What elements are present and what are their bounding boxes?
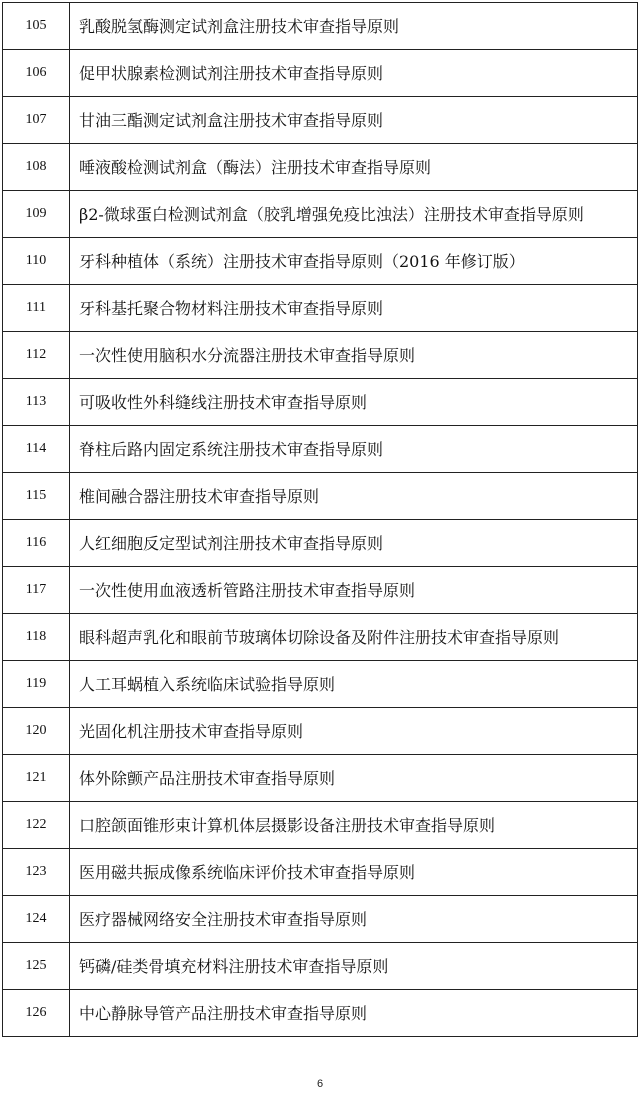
table-row bbox=[3, 567, 638, 614]
table-row bbox=[3, 708, 638, 755]
table-row bbox=[3, 990, 638, 1037]
guideline-title: 人红细胞反定型试剂注册技术审查指导原则 bbox=[70, 520, 638, 567]
table-row bbox=[3, 943, 638, 990]
page-number: 6 bbox=[316, 1078, 324, 1090]
row-number: 120 bbox=[3, 708, 70, 755]
row-number: 106 bbox=[3, 50, 70, 97]
row-number: 109 bbox=[3, 191, 70, 238]
table-row bbox=[3, 238, 638, 285]
guideline-title: 医用磁共振成像系统临床评价技术审查指导原则 bbox=[70, 849, 638, 896]
row-number: 126 bbox=[3, 990, 70, 1037]
guideline-title: 一次性使用血液透析管路注册技术审查指导原则 bbox=[70, 567, 638, 614]
table-row bbox=[3, 896, 638, 943]
table-row bbox=[3, 191, 638, 238]
row-number: 107 bbox=[3, 97, 70, 144]
guideline-title: 一次性使用脑积水分流器注册技术审查指导原则 bbox=[70, 332, 638, 379]
table-row bbox=[3, 520, 638, 567]
row-number: 115 bbox=[3, 473, 70, 520]
guideline-title: 甘油三酯测定试剂盒注册技术审查指导原则 bbox=[70, 97, 638, 144]
row-number: 123 bbox=[3, 849, 70, 896]
guideline-table-body bbox=[3, 3, 638, 1037]
table-row bbox=[3, 285, 638, 332]
row-number: 105 bbox=[3, 3, 70, 50]
row-number: 125 bbox=[3, 943, 70, 990]
table-row bbox=[3, 802, 638, 849]
guideline-title: β2-微球蛋白检测试剂盒（胶乳增强免疫比浊法）注册技术审查指导原则 bbox=[70, 191, 638, 238]
table-row bbox=[3, 379, 638, 426]
row-number: 108 bbox=[3, 144, 70, 191]
guideline-title: 中心静脉导管产品注册技术审查指导原则 bbox=[70, 990, 638, 1037]
table-row bbox=[3, 473, 638, 520]
guideline-title: 促甲状腺素检测试剂注册技术审查指导原则 bbox=[70, 50, 638, 97]
row-number: 116 bbox=[3, 520, 70, 567]
table-row bbox=[3, 50, 638, 97]
guideline-title: 光固化机注册技术审查指导原则 bbox=[70, 708, 638, 755]
guideline-title: 钙磷/硅类骨填充材料注册技术审查指导原则 bbox=[70, 943, 638, 990]
table-row bbox=[3, 332, 638, 379]
row-number: 124 bbox=[3, 896, 70, 943]
guideline-title: 人工耳蜗植入系统临床试验指导原则 bbox=[70, 661, 638, 708]
guideline-title: 脊柱后路内固定系统注册技术审查指导原则 bbox=[70, 426, 638, 473]
table-row bbox=[3, 426, 638, 473]
row-number: 112 bbox=[3, 332, 70, 379]
row-number: 122 bbox=[3, 802, 70, 849]
table-row bbox=[3, 661, 638, 708]
row-number: 121 bbox=[3, 755, 70, 802]
guideline-title: 唾液酸检测试剂盒（酶法）注册技术审查指导原则 bbox=[70, 144, 638, 191]
table-row bbox=[3, 614, 638, 661]
row-number: 113 bbox=[3, 379, 70, 426]
table-row bbox=[3, 849, 638, 896]
guideline-title: 体外除颤产品注册技术审查指导原则 bbox=[70, 755, 638, 802]
guideline-title: 牙科种植体（系统）注册技术审查指导原则（2016 年修订版） bbox=[70, 238, 638, 285]
row-number: 117 bbox=[3, 567, 70, 614]
row-number: 119 bbox=[3, 661, 70, 708]
guideline-title: 可吸收性外科缝线注册技术审查指导原则 bbox=[70, 379, 638, 426]
table-row bbox=[3, 755, 638, 802]
guideline-title: 椎间融合器注册技术审查指导原则 bbox=[70, 473, 638, 520]
row-number: 118 bbox=[3, 614, 70, 661]
guideline-title: 口腔颌面锥形束计算机体层摄影设备注册技术审查指导原则 bbox=[70, 802, 638, 849]
guideline-title: 眼科超声乳化和眼前节玻璃体切除设备及附件注册技术审查指导原则 bbox=[70, 614, 638, 661]
row-number: 114 bbox=[3, 426, 70, 473]
row-number: 110 bbox=[3, 238, 70, 285]
guideline-title: 牙科基托聚合物材料注册技术审查指导原则 bbox=[70, 285, 638, 332]
guideline-title: 医疗器械网络安全注册技术审查指导原则 bbox=[70, 896, 638, 943]
table-row bbox=[3, 144, 638, 191]
row-number: 111 bbox=[3, 285, 70, 332]
guideline-title: 乳酸脱氢酶测定试剂盒注册技术审查指导原则 bbox=[70, 3, 638, 50]
guideline-table bbox=[2, 2, 638, 1037]
table-row bbox=[3, 97, 638, 144]
table-row bbox=[3, 3, 638, 50]
